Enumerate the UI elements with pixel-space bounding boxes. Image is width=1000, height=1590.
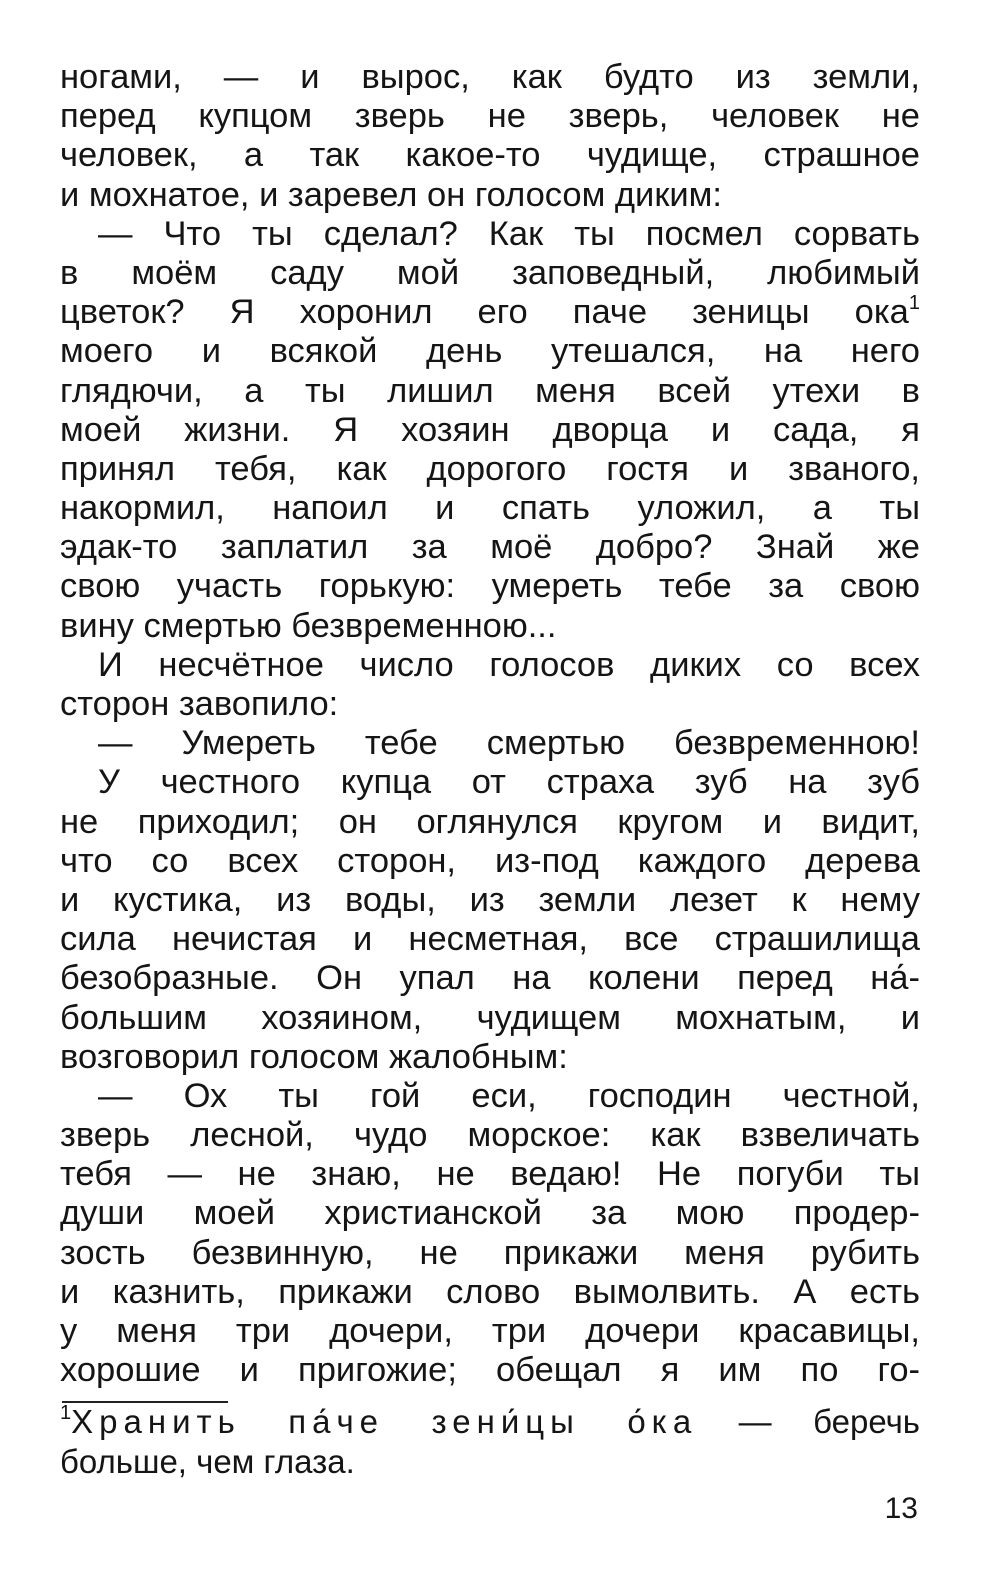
text-line: накормил, напоил и спать уложил, а ты — [60, 489, 920, 528]
text-line: сторон завопило: — [60, 685, 339, 723]
main-text — [60, 58, 920, 1390]
text-line: зость безвинную, не прикажи меня рубить — [60, 1233, 920, 1272]
text-line: зверь лесной, чудо морское: как взвеличать — [60, 1116, 920, 1155]
text-line: моей жизни. Я хозяин дворца и сада, я — [60, 410, 920, 449]
text-line: — Ох ты гой еси, господин честной, — [98, 1076, 920, 1115]
text-line: возговорил голосом жалобным: — [60, 1037, 568, 1076]
text-line: моего и всякой день утешался, на него — [60, 332, 920, 371]
text-line: души моей христианской за мою продер- — [60, 1194, 920, 1233]
text-line: У честного купца от страха зуб на зуб — [98, 763, 920, 802]
text-line: — Что ты сделал? Как ты посмел сорвать — [98, 214, 920, 253]
text-fragment: цветок? Я хоронил его паче зеницы ока — [60, 293, 909, 332]
text-line: в моём саду мой заповедный, любимый — [60, 253, 920, 292]
text-line: что со всех сторон, из-под каждого дерева — [60, 841, 920, 880]
footnote-marker: 1 — [60, 1402, 72, 1424]
page-number: 13 — [884, 1492, 918, 1525]
text-line: и мохнатое, и заревел он голосом диким: — [60, 175, 722, 214]
footnote-term: Хранить па́че зени́цы о́ка — [71, 1403, 698, 1440]
text-line: безобразные. Он упал на колени перед на́- — [60, 959, 920, 998]
text-line: и казнить, прикажи слово вымолвить. А есть — [60, 1272, 920, 1311]
text-line: глядючи, а ты лишил меня всей утехи в — [60, 371, 920, 410]
footnote-line: больше, чем глаза. — [60, 1443, 355, 1480]
text-line: не приходил; он оглянулся кругом и видит, — [60, 802, 920, 841]
text-line: у меня три дочери, три дочери красавицы, — [60, 1312, 920, 1350]
footnote — [60, 1402, 920, 1482]
text-line: большим хозяином, чудищем мохнатым, и — [60, 998, 920, 1037]
text-line: и кустика, из воды, из земли лезет к нему — [60, 880, 920, 919]
text-line: перед купцом зверь не зверь, человек не — [60, 97, 920, 136]
text-line: сила нечистая и несметная, все страшилища — [60, 920, 920, 959]
footnote-reference: 1 — [908, 292, 920, 315]
footnote-line — [60, 1402, 920, 1442]
text-line: свою участь горькую: умереть тебе за свою — [60, 567, 920, 606]
text-line: вину смертью безвременною... — [60, 606, 557, 645]
text-line: И несчётное число голосов диких со всех — [98, 645, 920, 684]
text-line: человек, а так какое-то чудище, страшное — [60, 136, 920, 175]
text-line: принял тебя, как дорогого гостя и званого, — [60, 449, 920, 488]
text-line-with-footnote-ref — [60, 293, 920, 332]
text-line: эдак-то заплатил за моё добро? Знай же — [60, 528, 920, 567]
text-line: ногами, — и вырос, как будто из земли, — [60, 58, 920, 96]
text-line: — Умереть тебе смертью безвременною! — [98, 724, 920, 763]
footnote-definition: — беречь — [697, 1403, 920, 1440]
text-line: хорошие и пригожие; обещал я им по го- — [60, 1351, 920, 1390]
text-line: тебя — не знаю, не ведаю! Не погуби ты — [60, 1155, 920, 1194]
